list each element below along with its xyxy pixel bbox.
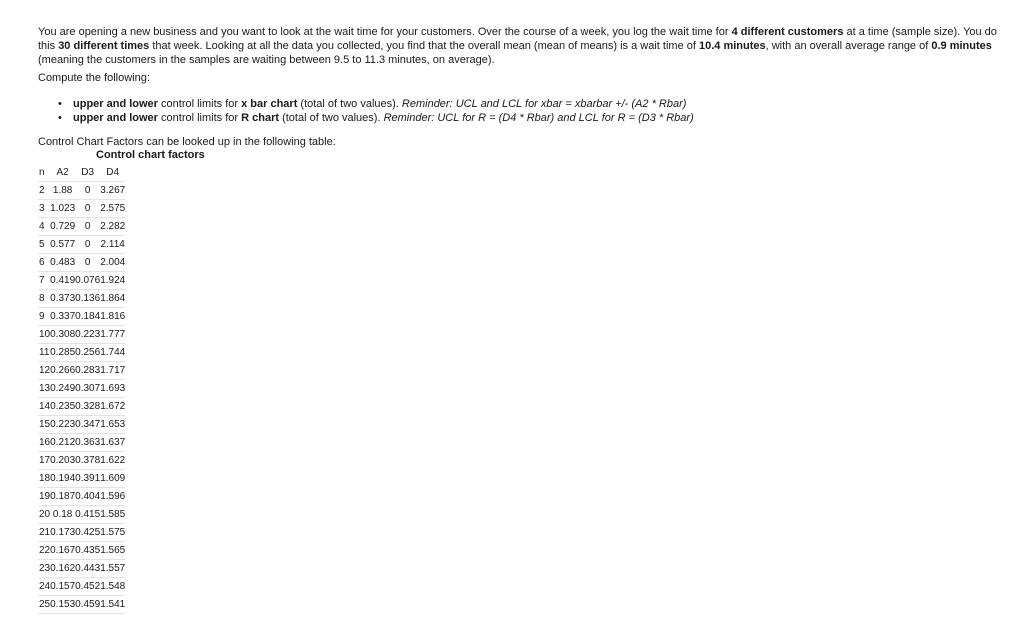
cell-d3: 0.076 <box>75 272 100 290</box>
table-row <box>38 272 125 290</box>
task-list <box>56 97 694 125</box>
table-row <box>38 560 125 578</box>
intro-text: at a time (sample size). You do this <box>38 26 997 52</box>
cell-d3: 0.391 <box>75 470 100 488</box>
task-reminder: Reminder: UCL and LCL for xbar = xbarbar +/- (A2 * Rbar) <box>401 98 687 110</box>
cell-n: 13 <box>38 380 50 398</box>
cell-a2: 0.173 <box>50 524 75 542</box>
task-text: control limits for <box>157 112 242 124</box>
cell-d3: 0.415 <box>75 506 100 524</box>
table-row <box>38 218 125 236</box>
cell-n: 7 <box>38 272 50 290</box>
cell-d4: 1.575 <box>100 524 125 542</box>
header-d3: D3 <box>75 164 100 182</box>
cell-a2: 0.285 <box>50 344 75 362</box>
cell-d4: 1.596 <box>100 488 125 506</box>
table-title: Control chart factors <box>96 149 205 161</box>
header-n: n <box>38 164 50 182</box>
cell-a2: 0.223 <box>50 416 75 434</box>
cell-d3: 0.378 <box>75 452 100 470</box>
cell-d3: 0.452 <box>75 578 100 596</box>
cell-a2: 0.157 <box>50 578 75 596</box>
cell-n: 14 <box>38 398 50 416</box>
cell-d4: 1.777 <box>100 326 125 344</box>
task-reminder: Reminder: UCL for R = (D4 * Rbar) and LCL for R = (D3 * Rbar) <box>383 112 694 124</box>
compute-label: Compute the following: <box>38 72 150 84</box>
cell-a2: 0.153 <box>50 596 75 614</box>
task-bold: R chart <box>241 112 280 124</box>
table-row <box>38 434 125 452</box>
cell-d4: 1.717 <box>100 362 125 380</box>
cell-d3: 0.256 <box>75 344 100 362</box>
table-row <box>38 254 125 272</box>
intro-text: (meaning the customers in the samples are waiting between 9.5 to 11.3 minutes, on average). <box>38 54 495 66</box>
cell-d4: 1.585 <box>100 506 125 524</box>
cell-n: 25 <box>38 596 50 614</box>
cell-n: 19 <box>38 488 50 506</box>
cell-n: 24 <box>38 578 50 596</box>
cell-a2: 0.373 <box>50 290 75 308</box>
table-row <box>38 182 125 200</box>
bullet-dot: • <box>58 98 62 110</box>
cell-d4: 2.004 <box>100 254 125 272</box>
cell-d4: 1.609 <box>100 470 125 488</box>
cell-d4: 2.575 <box>100 200 125 218</box>
cell-a2: 1.023 <box>50 200 75 218</box>
cell-d4: 1.653 <box>100 416 125 434</box>
cell-d3: 0 <box>75 254 100 272</box>
cell-d3: 0.307 <box>75 380 100 398</box>
header-a2: A2 <box>50 164 75 182</box>
table-row <box>38 398 125 416</box>
table-row <box>38 236 125 254</box>
intro-text: that week. Looking at all the data you collected, you find that the overall mean (mean of means) is a wait time of <box>149 40 699 52</box>
cell-a2: 0.167 <box>50 542 75 560</box>
cell-a2: 0.483 <box>50 254 75 272</box>
task-bold: x bar chart <box>241 98 298 110</box>
cell-d3: 0.328 <box>75 398 100 416</box>
cell-d4: 1.864 <box>100 290 125 308</box>
cell-n: 18 <box>38 470 50 488</box>
cell-a2: 0.577 <box>50 236 75 254</box>
cell-d3: 0.404 <box>75 488 100 506</box>
cell-d4: 1.548 <box>100 578 125 596</box>
cell-n: 4 <box>38 218 50 236</box>
problem-statement <box>38 25 1013 67</box>
cell-a2: 0.187 <box>50 488 75 506</box>
task-bold: upper and lower <box>73 112 158 124</box>
intro-bold-sample-size: 4 different customers <box>731 26 844 38</box>
cell-a2: 0.337 <box>50 308 75 326</box>
cell-d4: 1.622 <box>100 452 125 470</box>
cell-d3: 0 <box>75 236 100 254</box>
cell-n: 6 <box>38 254 50 272</box>
table-row <box>38 200 125 218</box>
cell-d4: 1.924 <box>100 272 125 290</box>
cell-n: 11 <box>38 344 50 362</box>
cell-a2: 0.162 <box>50 560 75 578</box>
cell-n: 2 <box>38 182 50 200</box>
intro-bold-range: 0.9 minutes <box>931 40 992 52</box>
cell-n: 12 <box>38 362 50 380</box>
cell-a2: 0.212 <box>50 434 75 452</box>
cell-d3: 0.363 <box>75 434 100 452</box>
table-row <box>38 524 125 542</box>
bullet-dot: • <box>58 112 62 124</box>
control-chart-factors-table <box>38 164 125 614</box>
cell-d4: 1.744 <box>100 344 125 362</box>
cell-n: 5 <box>38 236 50 254</box>
cell-d3: 0.136 <box>75 290 100 308</box>
cell-d4: 1.557 <box>100 560 125 578</box>
cell-n: 23 <box>38 560 50 578</box>
cell-n: 3 <box>38 200 50 218</box>
cell-d4: 1.693 <box>100 380 125 398</box>
header-d4: D4 <box>100 164 125 182</box>
table-header-row <box>38 164 125 182</box>
task-text: (total of two values). <box>279 112 384 124</box>
cell-d3: 0.223 <box>75 326 100 344</box>
table-row <box>38 488 125 506</box>
table-row <box>38 452 125 470</box>
cell-d4: 1.637 <box>100 434 125 452</box>
cell-d4: 1.565 <box>100 542 125 560</box>
cell-a2: 0.194 <box>50 470 75 488</box>
cell-n: 10 <box>38 326 50 344</box>
table-row <box>38 290 125 308</box>
intro-text: You are opening a new business and you want to look at the wait time for your customers. Over the course of a week, you log the wait time for <box>38 26 732 38</box>
table-row <box>38 470 125 488</box>
table-row <box>38 380 125 398</box>
cell-d4: 2.114 <box>100 236 125 254</box>
table-row <box>38 362 125 380</box>
cell-d3: 0 <box>75 200 100 218</box>
cell-a2: 1.88 <box>50 182 75 200</box>
task-text: (total of two values). <box>297 98 402 110</box>
table-row <box>38 416 125 434</box>
cell-d3: 0.283 <box>75 362 100 380</box>
task-bold: upper and lower <box>73 98 158 110</box>
table-row <box>38 596 125 614</box>
cell-d4: 1.816 <box>100 308 125 326</box>
cell-d3: 0.347 <box>75 416 100 434</box>
cell-a2: 0.203 <box>50 452 75 470</box>
cell-d4: 1.541 <box>100 596 125 614</box>
table-row <box>38 326 125 344</box>
table-row <box>38 578 125 596</box>
cell-a2: 0.266 <box>50 362 75 380</box>
cell-d3: 0.459 <box>75 596 100 614</box>
cell-d3: 0.443 <box>75 560 100 578</box>
cell-d4: 1.672 <box>100 398 125 416</box>
table-row <box>38 344 125 362</box>
cell-a2: 0.308 <box>50 326 75 344</box>
cell-d4: 2.282 <box>100 218 125 236</box>
cell-n: 17 <box>38 452 50 470</box>
intro-bold-times: 30 different times <box>58 40 150 52</box>
cell-d3: 0.184 <box>75 308 100 326</box>
task-item-xbar <box>56 97 694 111</box>
cell-n: 22 <box>38 542 50 560</box>
task-item-r <box>56 111 694 125</box>
table-row <box>38 308 125 326</box>
lookup-label: Control Chart Factors can be looked up in the following table: <box>38 136 336 148</box>
cell-d3: 0.435 <box>75 542 100 560</box>
cell-n: 21 <box>38 524 50 542</box>
cell-a2: 0.419 <box>50 272 75 290</box>
cell-d4: 3.267 <box>100 182 125 200</box>
cell-d3: 0 <box>75 218 100 236</box>
table-row <box>38 542 125 560</box>
cell-n: 20 <box>38 506 50 524</box>
intro-bold-mean: 10.4 minutes <box>698 40 766 52</box>
task-text: control limits for <box>157 98 242 110</box>
cell-a2: 0.235 <box>50 398 75 416</box>
intro-text: , with an overall average range of <box>765 40 932 52</box>
cell-n: 16 <box>38 434 50 452</box>
cell-n: 9 <box>38 308 50 326</box>
cell-n: 8 <box>38 290 50 308</box>
cell-d3: 0.425 <box>75 524 100 542</box>
table-row <box>38 506 125 524</box>
cell-n: 15 <box>38 416 50 434</box>
cell-a2: 0.18 <box>50 506 75 524</box>
cell-d3: 0 <box>75 182 100 200</box>
cell-a2: 0.729 <box>50 218 75 236</box>
cell-a2: 0.249 <box>50 380 75 398</box>
